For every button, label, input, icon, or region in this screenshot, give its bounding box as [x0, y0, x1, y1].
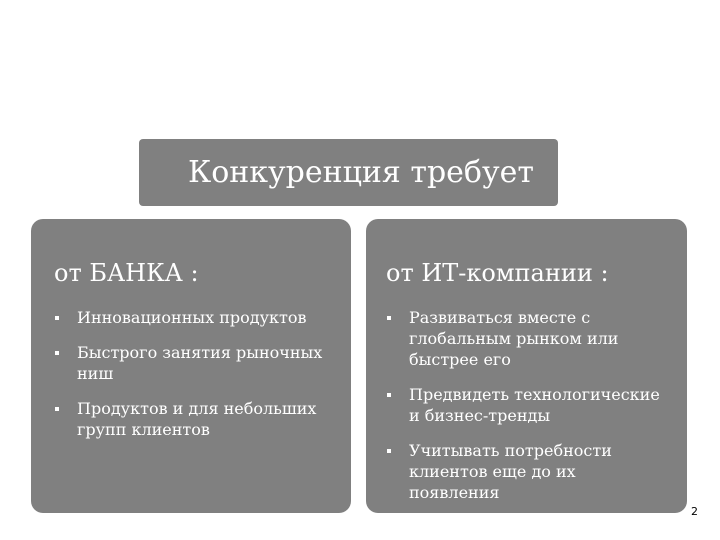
- list-item: Инновационных продуктов: [54, 307, 331, 328]
- bullet-icon: [387, 449, 391, 453]
- it-company-panel-title: от ИТ-компании :: [386, 259, 609, 287]
- bullet-icon: [55, 407, 59, 411]
- list-item: Развиваться вместе с глобальным рынком или быстрее его: [386, 307, 669, 370]
- bullet-icon: [55, 316, 59, 320]
- list-item: Учитывать потребности клиентов еще до их появления: [386, 440, 669, 503]
- bullet-icon: [55, 351, 59, 355]
- it-company-panel: [366, 219, 687, 513]
- it-company-requirements-list: [386, 307, 669, 503]
- bank-requirements-list: [54, 307, 331, 440]
- bullet-icon: [387, 393, 391, 397]
- list-item: Предвидеть технологические и бизнес-тренды: [386, 384, 669, 426]
- list-item: Продуктов и для небольших групп клиентов: [54, 398, 331, 440]
- bank-panel: [31, 219, 351, 513]
- slide-title-banner: [139, 139, 558, 206]
- page-number: 2: [691, 505, 698, 518]
- bullet-icon: [387, 316, 391, 320]
- bank-panel-title: от БАНКА :: [54, 259, 199, 287]
- slide-title: Конкуренция требует: [188, 155, 534, 190]
- list-item: Быстрого занятия рыночных ниш: [54, 342, 331, 384]
